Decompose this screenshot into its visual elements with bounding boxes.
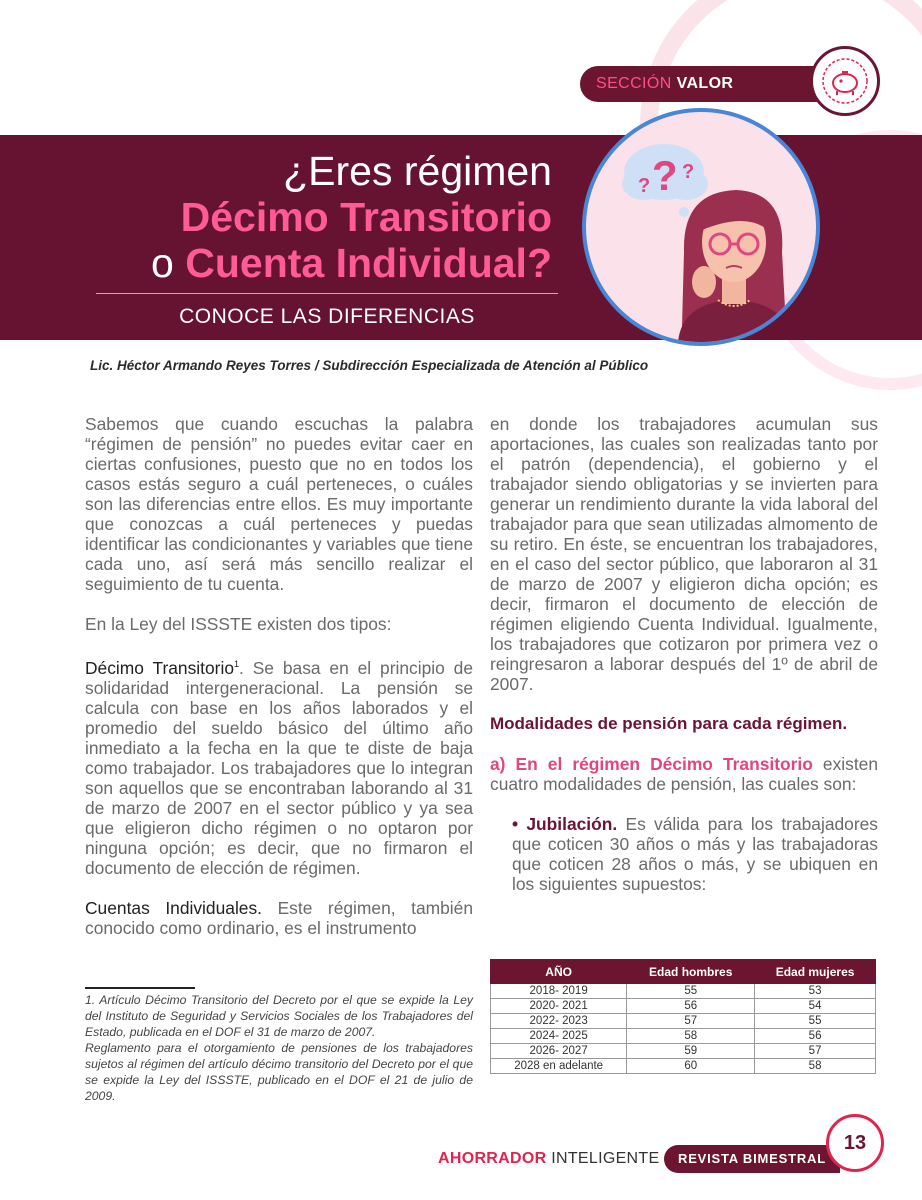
brand-bold: AHORRADOR: [438, 1150, 547, 1167]
paragraph-text: Este régimen, también conocido como ordinario, es el instrumento: [85, 897, 474, 938]
svg-text:?: ?: [638, 175, 651, 197]
table-row: [491, 1029, 876, 1044]
footer-brand: [438, 1150, 659, 1168]
thinking-woman-illustration: [582, 108, 820, 346]
page-number: 13: [843, 1132, 867, 1154]
list-item: [490, 814, 878, 894]
table-cell: 54: [755, 999, 876, 1014]
table-cell: 58: [755, 1059, 876, 1074]
table-cell: 2028 en adelante: [491, 1059, 627, 1074]
piggy-bank-icon: [810, 46, 880, 116]
table-cell: 57: [755, 1044, 876, 1059]
section-heading: Modalidades de pensión para cada régimen.: [490, 714, 848, 733]
paragraph: Sabemos que cuando escuchas la palabra “régimen de pensión” no puedes evitar caer en ciertas confusiones, puesto que no en todos los casos estás seguro a cuál perteneces, o cuáles son las diferencias entre ellos. Es muy importante que conozcas a cuál perteneces y puedas identificar las condicionantes y variables que tiene cada uno, así será más sencillo realizar el seguimiento de tu cuenta.: [85, 414, 473, 594]
section-prefix: SECCIÓN: [596, 75, 672, 92]
table-cell: 53: [755, 984, 876, 999]
section-badge: [580, 66, 842, 102]
table-cell: 2024- 2025: [491, 1029, 627, 1044]
column-header-year: AÑO: [491, 960, 627, 984]
table-header-row: [491, 960, 876, 984]
svg-text:?: ?: [682, 161, 695, 183]
title-line-3-prefix: o: [151, 240, 174, 286]
table-row: [491, 1044, 876, 1059]
title-line-1: ¿Eres régimen: [283, 148, 552, 194]
table-cell: 2020- 2021: [491, 999, 627, 1014]
retirement-age-table: [490, 959, 876, 1074]
title-line-2: Décimo Transitorio: [180, 194, 552, 240]
term-jubilacion: • Jubilación.: [512, 814, 618, 834]
term-cuentas-individuales: Cuentas Individuales.: [85, 897, 263, 918]
paragraph: en donde los trabajadores acumulan sus aportaciones, las cuales son realizadas tanto por el patrón (dependencia), el gobierno y el trabajador siendo obligatorias y se invierten para generar un rendimiento durante la vida laboral del trabajador para que sean utilizadas almomento de su retiro. En éste, se encuentran los trabajadores, en el caso del sector público, que laboraron al 31 de marzo de 2007 y eligieron dicha opción; es decir, firmaron el documento de elección de régimen eligiendo Cuenta Individual. Igualmente, los trabajadores que cotizaron por primera vez o reingresaron a laborar después del 1º de abril de 2007.: [490, 414, 878, 694]
footer-pill: [664, 1145, 840, 1173]
paragraph-text: Es válida para los trabajadores que coticen 30 años o más y las trabajadoras que coticen 28 años o más, y se ubiquen en los siguientes supuestos:: [512, 814, 878, 894]
page-number-badge: [826, 1114, 884, 1172]
paragraph-text: . Se basa en el principio de solidaridad intergeneracional. La pensión se calcula con base en los años laborados y el promedio del sueldo básico del último año inmediato a la fecha en la que te diste de baja como trabajador. Los trabajadores que lo integran son aquellos que se encontraban laborando al 31 de marzo de 2007 en el sector público y ya sea que eligieron dicho régimen o no optaron por ninguna opción; es decir, que no firmaron el documento de elección de régimen.: [85, 657, 473, 878]
table-row: [491, 1014, 876, 1029]
table-cell: 59: [627, 1044, 755, 1059]
paragraph: [85, 654, 473, 878]
term-regimen-decimo: a) En el régimen Décimo Transitorio: [490, 754, 813, 774]
table-cell: 2018- 2019: [491, 984, 627, 999]
table-row: [491, 984, 876, 999]
footnote: [85, 992, 473, 1104]
title-line-3: Cuenta Individual?: [185, 240, 552, 286]
paragraph: [85, 898, 473, 938]
title-divider: [96, 293, 558, 294]
paragraph: [490, 754, 878, 794]
footnote-divider: [85, 987, 195, 989]
footer-pill-label: REVISTA BIMESTRAL: [678, 1151, 826, 1166]
right-column: [490, 414, 878, 914]
brand-rest: INTELIGENTE: [551, 1150, 660, 1167]
article-subtitle: CONOCE LAS DIFERENCIAS: [179, 305, 475, 328]
footnote-text: Reglamento para el otorgamiento de pensiones de los trabajadores sujetos al régimen del artículo décimo transitorio del Decreto por el que se expide la Ley del ISSSTE, publicado en el DOF el 21 de julio de 2009.: [85, 1041, 473, 1103]
footnote-text: 1. Artículo Décimo Transitorio del Decreto por el que se expide la Ley del Instituto de Seguridad y Servicios Sociales de los Trabajadores del Estado, publicada en el DOF el 31 de marzo de 2007.: [85, 993, 473, 1039]
section-name: VALOR: [676, 75, 734, 92]
article-title: [151, 148, 552, 286]
table-cell: 56: [627, 999, 755, 1014]
footnote-marker: 1: [234, 659, 240, 669]
table-cell: 2026- 2027: [491, 1044, 627, 1059]
svg-text:?: ?: [652, 152, 678, 199]
table-cell: 56: [755, 1029, 876, 1044]
table-cell: 55: [627, 984, 755, 999]
table-cell: 57: [627, 1014, 755, 1029]
left-column: [85, 414, 473, 958]
term-decimo-transitorio: Décimo Transitorio: [85, 657, 234, 678]
table-cell: 60: [627, 1059, 755, 1074]
article-byline: Lic. Héctor Armando Reyes Torres / Subdirección Especializada de Atención al Público: [90, 358, 649, 373]
column-header-men: Edad hombres: [627, 960, 755, 984]
table-cell: 2022- 2023: [491, 1014, 627, 1029]
table-row: [491, 999, 876, 1014]
column-header-women: Edad mujeres: [755, 960, 876, 984]
paragraph-text: existen cuatro modalidades de pensión, las cuales son:: [490, 754, 879, 794]
table-cell: 58: [627, 1029, 755, 1044]
table-cell: 55: [755, 1014, 876, 1029]
paragraph: En la Ley del ISSSTE existen dos tipos:: [85, 614, 392, 634]
table-row: [491, 1059, 876, 1074]
